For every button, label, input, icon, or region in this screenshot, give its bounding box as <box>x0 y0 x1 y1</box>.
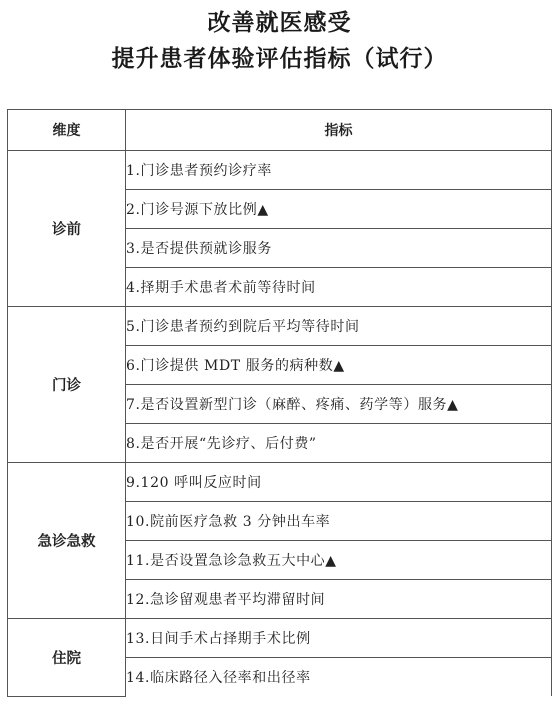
indicator-item: 5.门诊患者预约到院后平均等待时间 <box>126 307 552 346</box>
indicator-table <box>7 109 552 697</box>
indicator-item: 10.院前医疗急救 3 分钟出车率 <box>126 502 552 541</box>
indicator-item: 9.120 呼叫反应时间 <box>126 463 552 502</box>
table-row <box>8 151 552 190</box>
indicator-item: 7.是否设置新型门诊（麻醉、疼痛、药学等）服务▲ <box>126 385 552 424</box>
dimension-inpatient: 住院 <box>8 619 126 697</box>
table-row <box>8 307 552 346</box>
indicator-item: 14.临床路径入径率和出径率 <box>126 658 552 697</box>
indicator-item: 8.是否开展“先诊疗、后付费” <box>126 424 552 463</box>
table-header-row <box>8 110 552 151</box>
dimension-outpatient: 门诊 <box>8 307 126 463</box>
indicator-item: 11.是否设置急诊急救五大中心▲ <box>126 541 552 580</box>
table-row <box>8 463 552 502</box>
indicator-item: 1.门诊患者预约诊疗率 <box>126 151 552 190</box>
header-dimension: 维度 <box>8 110 126 151</box>
indicator-item: 6.门诊提供 MDT 服务的病种数▲ <box>126 346 552 385</box>
dimension-emergency: 急诊急救 <box>8 463 126 619</box>
indicator-item: 4.择期手术患者术前等待时间 <box>126 268 552 307</box>
document-title-line1: 改善就医感受 <box>207 10 352 36</box>
indicator-item: 12.急诊留观患者平均滞留时间 <box>126 580 552 619</box>
indicator-item: 3.是否提供预就诊服务 <box>126 229 552 268</box>
header-indicator: 指标 <box>126 110 552 151</box>
indicator-item: 13.日间手术占择期手术比例 <box>126 619 552 658</box>
indicator-item: 2.门诊号源下放比例▲ <box>126 190 552 229</box>
table-row <box>8 619 552 658</box>
dimension-pre-visit: 诊前 <box>8 151 126 307</box>
document-title-line2: 提升患者体验评估指标（试行） <box>111 46 448 72</box>
